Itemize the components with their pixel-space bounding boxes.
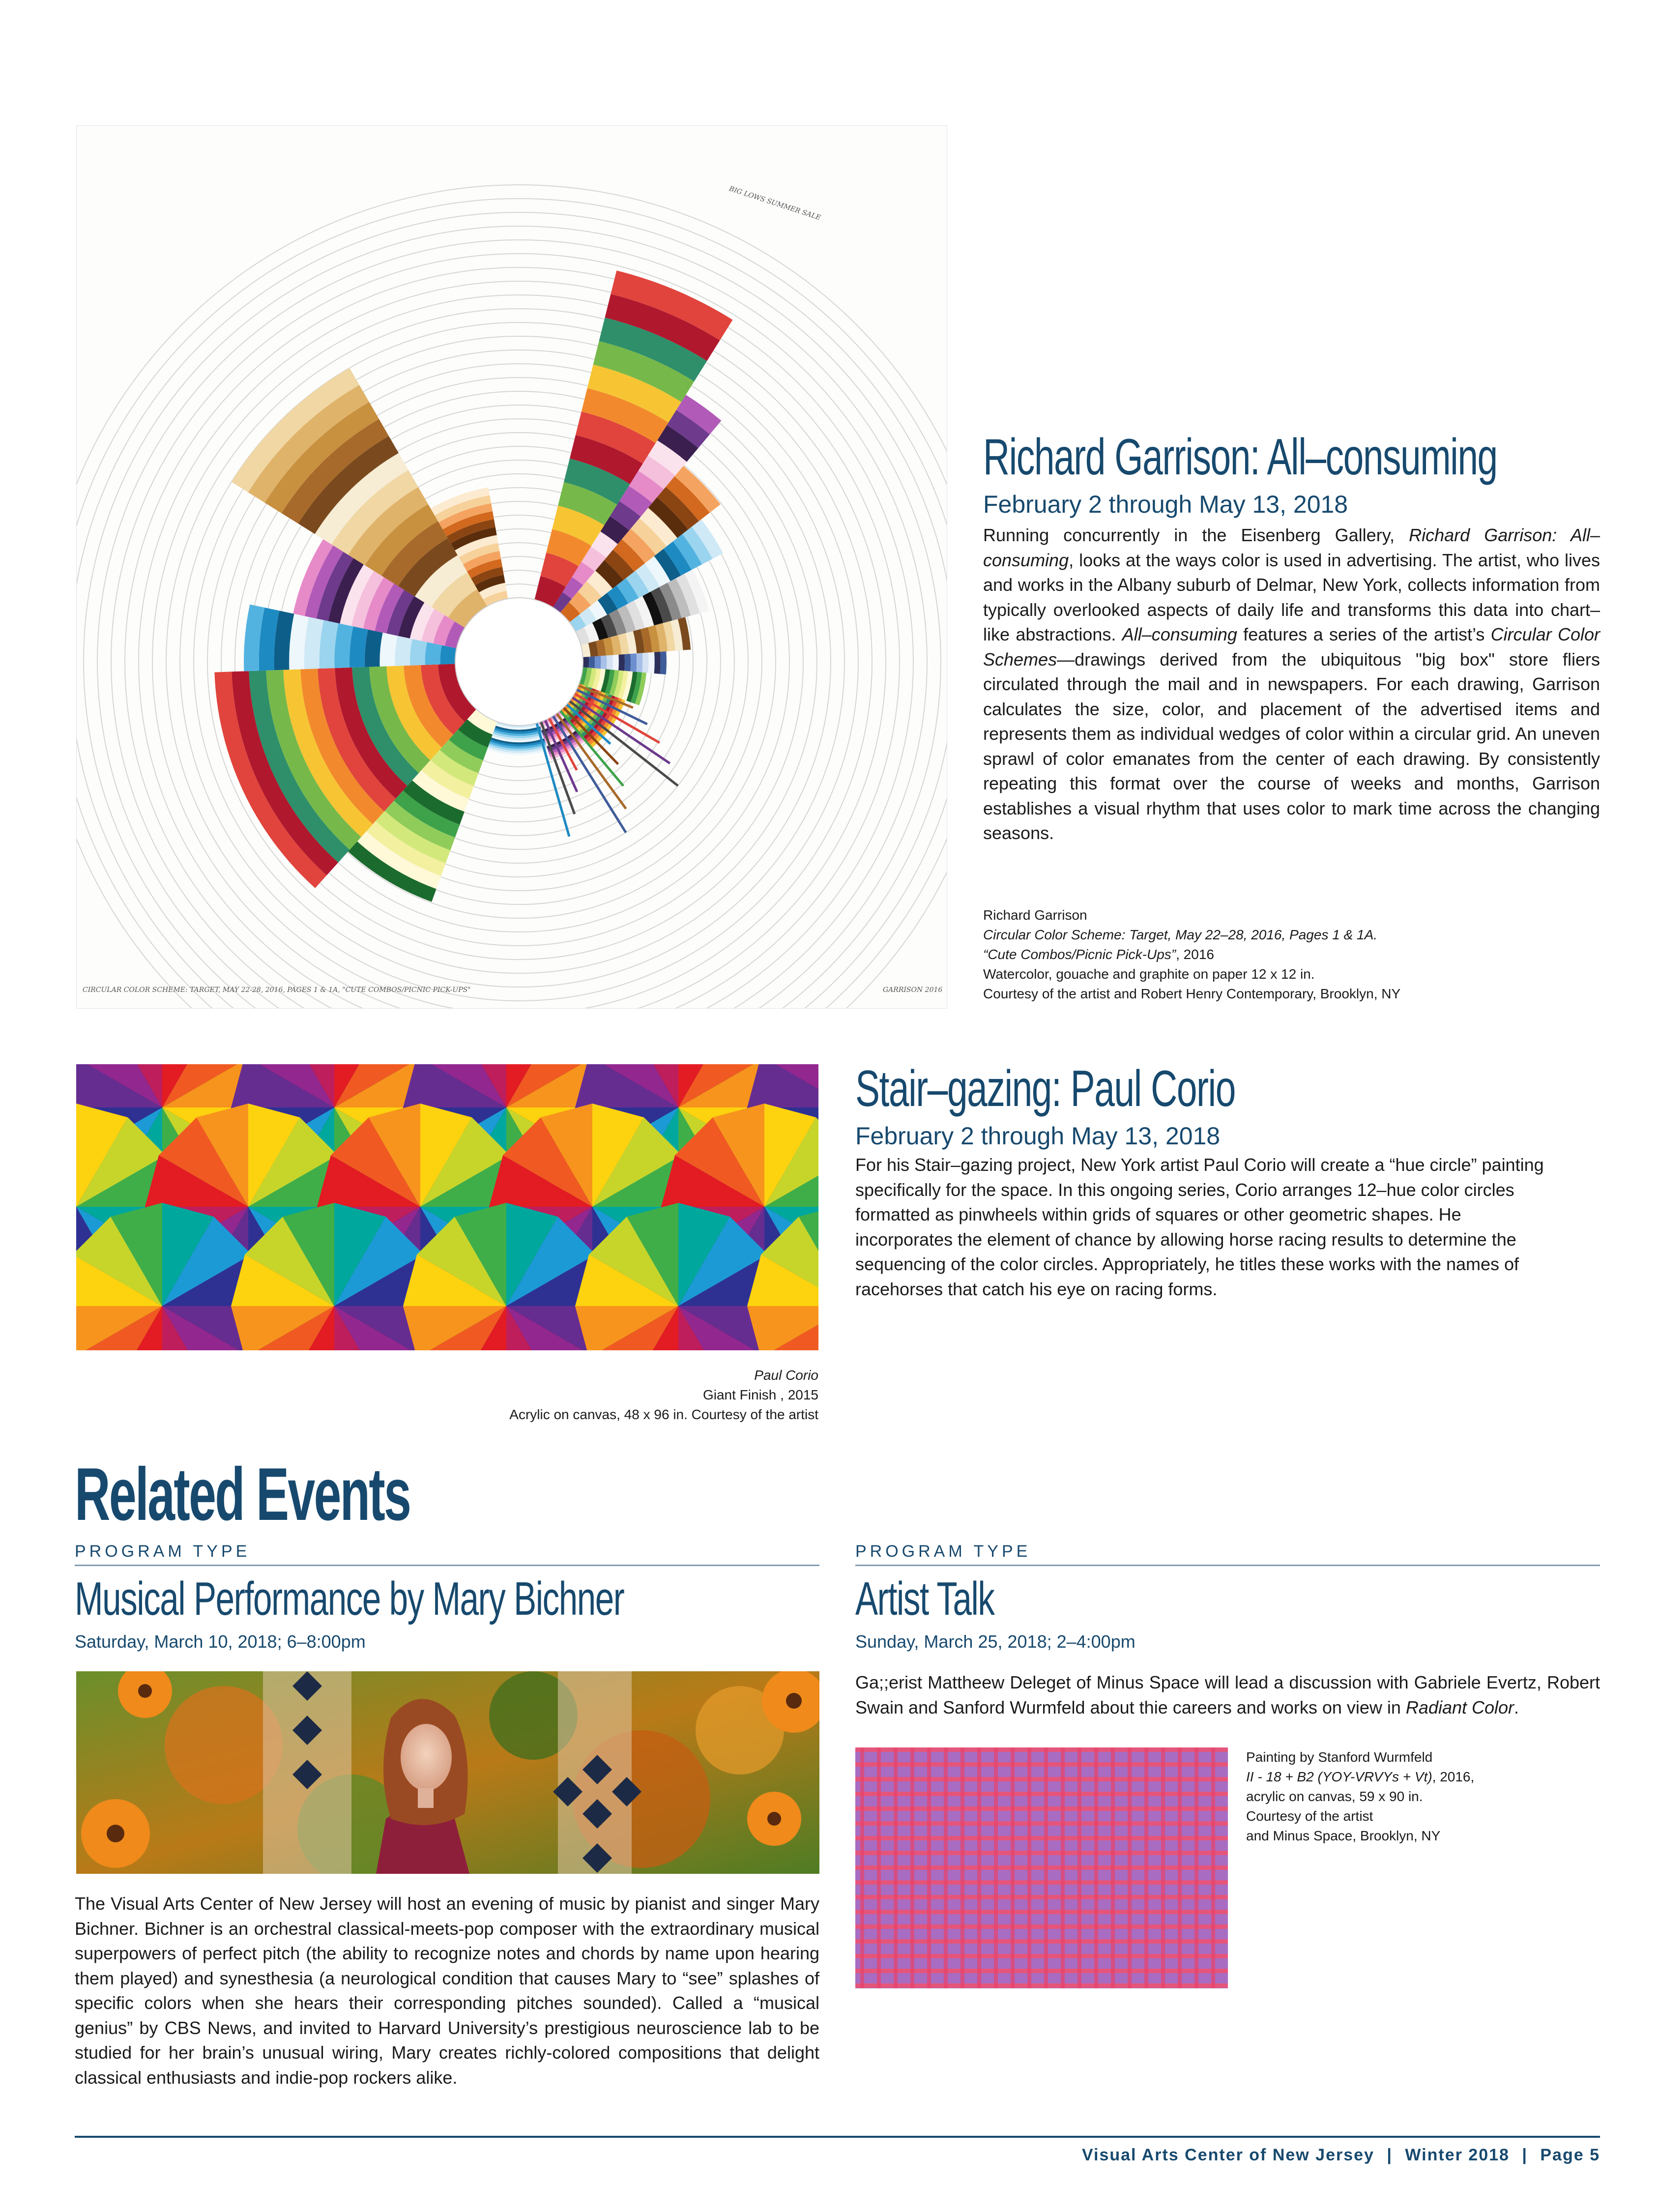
plaid-stripe [1027,1747,1031,1988]
garrison-caption-credit: Courtesy of the artist and Robert Henry Contemporary, Brooklyn, NY [983,986,1401,1001]
corio-description: For his Stair–gazing project, New York artist Paul Corio will create a “hue circle” painting specifically for the space. In this ongoing series, Corio arranges 12–hue color circles formatted as pinwheels within grids of squares or other geometric shapes. He incorporates the element of chance by allowing horse racing results to determine the sequencing of the color circles. Appropriately, he titles these works with the names of racehorses that catch his eye on racing forms. [855,1155,1544,1299]
musical-performance-description: The Visual Arts Center of New Jersey will host an evening of music by pianist and singer Mary Bichner. Bichner is an orchestral classical-meets-pop composer with the extraordinary musical superpowers of perfect pitch (the ability to recognize notes and chords by name upon hearing them played) and synesthesia (a neurological condition that causes Mary to “see” splashes of specific colors when she hears their corresponding pitches sounded). Called a “musical genius” by CBS News, and invited to Harvard University’s prestigious neuroscience lab to be studied for her brain’s unusual wiring, Mary creates richly-colored compositions that delight classical enthusiasts and indie-pop rockers alike. [75,1893,819,2088]
artist-talk-body-1: Ga;;erist Mattheew Deleget of Minus Space will lead a discussion with Gabriele Evertz, Robert Swain and Sanford Wurmfeld about thie careers and works on view in [855,1672,1600,1717]
footer-page-number: Page 5 [1540,2146,1600,2164]
footer-rule [75,2136,1600,2138]
garrison-description [983,523,1600,846]
plaid-stripe [1077,1747,1081,1988]
corio-caption [76,1366,818,1425]
garrison-body-italic-2: All–consuming [1122,624,1237,644]
garrison-body-italic-1: Richard Garrison: All–consuming [983,525,1600,570]
garrison-caption-year: , 2016 [1176,947,1214,962]
corio-caption-credit: Acrylic on canvas, 48 x 96 in. Courtesy of the artist [509,1407,818,1422]
artwork-inscription-left: CIRCULAR COLOR SCHEME: TARGET, MAY 22-28, 2016, PAGES 1 & 1A, "CUTE COMBOS/PICNIC PICK-UPS" [83,986,471,994]
wurmfeld-caption [1246,1747,1590,1846]
color-wedge-band [425,642,442,665]
color-wedge-band [660,651,667,674]
footer-separator-1: | [1387,2146,1393,2164]
plaid-stripe [1211,1747,1215,1988]
artist-talk-body-2: . [1514,1697,1519,1717]
wurmfeld-caption-medium: acrylic on canvas, 59 x 90 in. [1246,1789,1423,1804]
color-wedge-band [595,656,601,669]
artwork-inscription-top: BIG LOWS SUMMER SALE [728,185,822,222]
garrison-caption-artist: Richard Garrison [983,907,1087,923]
corio-artwork [76,1064,818,1350]
footer-issue: Winter 2018 [1405,2146,1510,2164]
wurmfeld-painting-svg [855,1747,1228,1988]
left-program-type: PROGRAM TYPE [75,1542,251,1561]
footer-org: Visual Arts Center of New Jersey [1081,2146,1374,2164]
color-wedge-band [648,652,655,673]
color-wedge-band [642,653,648,673]
plaid-stripe [1128,1747,1132,1988]
right-divider [855,1565,1600,1566]
color-wedge-band [612,655,619,670]
plaid-stripe [994,1747,998,1988]
plaid-stripe [877,1747,881,1988]
bichner-image [76,1671,819,1874]
related-events-heading: Related Events [75,1453,410,1536]
color-wedge-band [607,655,613,670]
plaid-stripe [1061,1747,1065,1988]
footer-separator-2: | [1522,2146,1528,2164]
plaid-stripe [1044,1747,1048,1988]
garrison-body-4: —drawings derived from the ubiquitous "big box" store fliers circulated through the mail and in newspapers. For each drawing, Garrison calculates the size, color, and placement of the advertised items and represents them as individual wedges of color within a circular grid. An uneven sprawl of color emanates from the center of each drawing. By consistently repeating this format over the course of weeks and months, Garrison establishes a visual rhythm that uses color to mark time across the changing seasons. [983,649,1600,843]
bichner-image-svg [76,1671,819,1874]
plaid-stripe [1111,1747,1115,1988]
artist-talk-title: Artist Talk [855,1572,994,1625]
garrison-caption-subtitle-line [983,945,1598,964]
artist-talk-body-italic: Radiant Color [1405,1697,1514,1717]
plaid-stripe [1178,1747,1182,1988]
musical-performance-title: Musical Performance by Mary Bichner [75,1572,624,1625]
left-divider [75,1565,819,1566]
corio-caption-artist: Paul Corio [754,1368,818,1383]
wurmfeld-painting [855,1747,1228,1988]
garrison-body-3: features a series of the artist’s [1237,624,1491,644]
plaid-stripe [1194,1747,1198,1988]
plaid-stripe [977,1747,981,1988]
plaid-stripe [944,1747,948,1988]
wurmfeld-caption-line1: Painting by Stanford Wurmfeld [1246,1749,1433,1765]
plaid-stripe [1094,1747,1098,1988]
wurmfeld-caption-credit1: Courtesy of the artist [1246,1808,1373,1824]
color-wedge-band [589,656,595,668]
musical-performance-when: Saturday, March 10, 2018; 6–8:00pm [75,1631,366,1652]
garrison-dates: February 2 through May 13, 2018 [983,491,1348,518]
plaid-stripe [910,1747,914,1988]
garrison-body-1: Running concurrently in the Eisenberg Gallery, [983,525,1409,545]
corio-dates: February 2 through May 13, 2018 [855,1122,1221,1150]
artwork-inscription-right: GARRISON 2016 [883,986,943,994]
plaid-stripe [960,1747,964,1988]
footer [1082,2146,1600,2165]
plaid-stripe [1011,1747,1015,1988]
garrison-title: Richard Garrison: All–consuming [983,429,1497,486]
corio-artwork-svg [76,1064,818,1350]
color-wedge-band [654,652,661,674]
color-wedge-band [395,636,412,666]
color-wedge-band [618,654,625,671]
wurmfeld-caption-work-line [1246,1767,1590,1787]
wurmfeld-caption-year: , 2016, [1432,1769,1475,1784]
plaid-stripe [894,1747,898,1988]
garrison-body-2: , looks at the ways color is used in advertising. The artist, who lives and works in the Albany suburb of Delmar, New York, collects information from typically overlooked aspects of daily life and transforms this data into chart–like abstractions. [983,550,1600,644]
right-program-type: PROGRAM TYPE [855,1542,1031,1561]
wurmfeld-caption-credit2: and Minus Space, Brooklyn, NY [1246,1828,1441,1843]
garrison-caption-work: Circular Color Scheme: Target, May 22–28, 2016, Pages 1 & 1A. [983,927,1378,942]
plaid-stripe [860,1747,864,1988]
color-wedge-band [636,653,642,672]
plaid-stripe [927,1747,931,1988]
garrison-caption-medium: Watercolor, gouache and graphite on paper 12 x 12 in. [983,966,1315,982]
garrison-caption-subtitle: “Cute Combos/Picnic Pick-Ups” [983,947,1176,962]
artist-talk-description [855,1670,1600,1720]
plaid-stripe [1161,1747,1165,1988]
color-wedge-band [630,653,637,672]
corio-title: Stair–gazing: Paul Corio [855,1060,1235,1117]
color-wedge-band [583,657,589,668]
color-wedge-band [440,645,457,665]
plaid-stripe [1144,1747,1148,1988]
color-wedge-band [410,639,427,666]
artist-talk-when: Sunday, March 25, 2018; 2–4:00pm [855,1631,1135,1652]
garrison-artwork [76,125,947,1009]
color-wedge-band [624,654,631,671]
color-wedge-band [601,656,607,669]
corio-caption-work: Giant Finish , 2015 [702,1387,818,1402]
garrison-caption [983,905,1598,1004]
wurmfeld-caption-work: II - 18 + B2 (YOY-VRVYs + Vt) [1246,1769,1432,1784]
garrison-artwork-svg [77,126,947,1008]
garrison-body-italic-3: Circular Color Schemes [983,624,1600,669]
